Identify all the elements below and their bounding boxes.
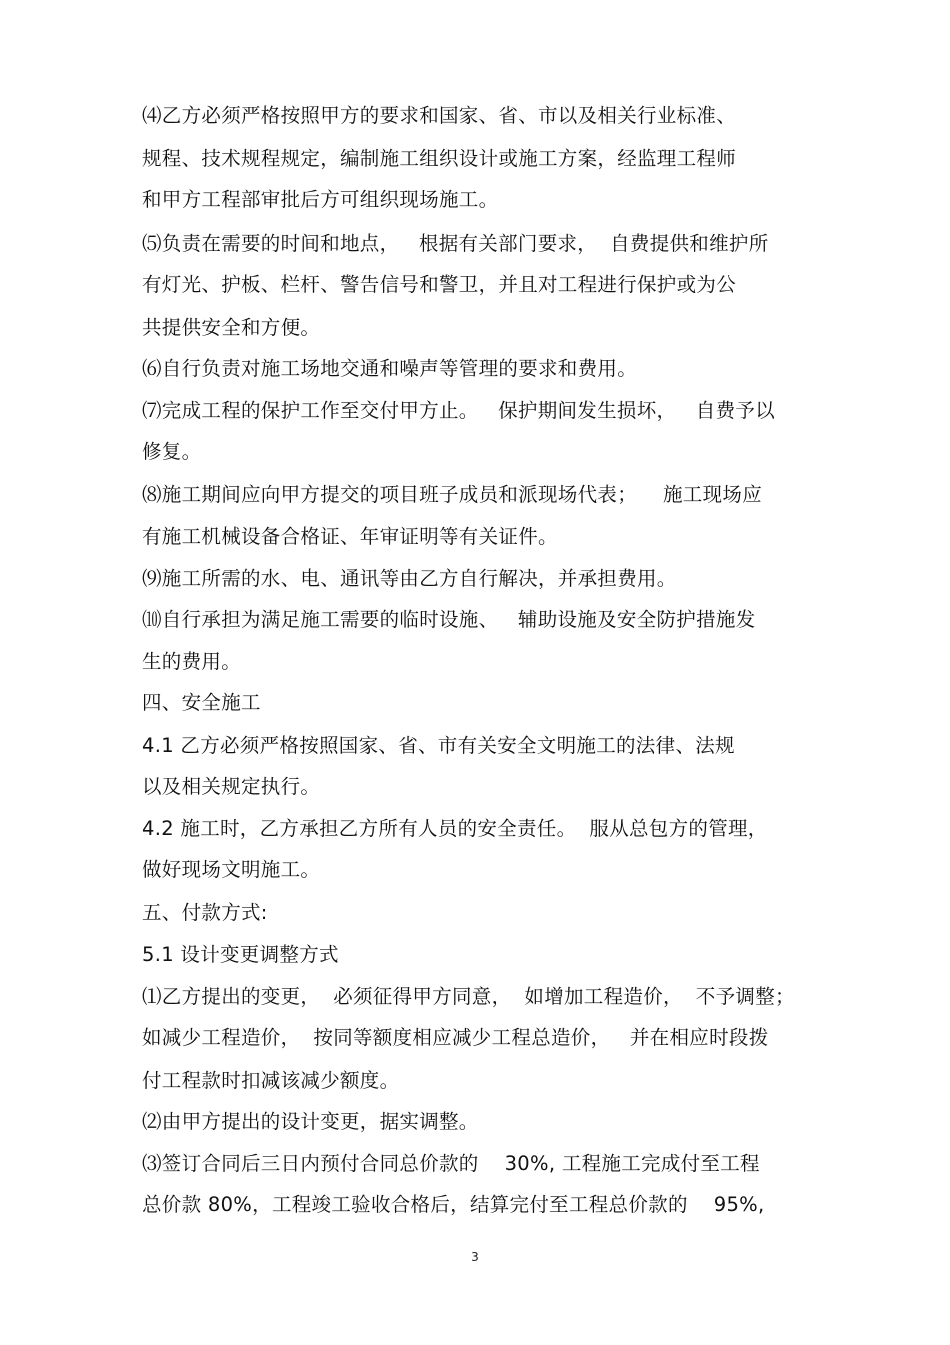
text-line: ⑵由甲方提出的设计变更，据实调整。 (142, 1110, 479, 1133)
text-line: 总价款 80%，工程竣工验收合格后，结算完付至工程总价款的 95%, (142, 1193, 765, 1216)
text-line: 做好现场文明施工。 (142, 858, 321, 881)
text-line: 有施工机械设备合格证、年审证明等有关证件。 (142, 525, 558, 548)
text-line: 4.2 施工时，乙方承担乙方所有人员的安全责任。 服从总包方的管理， (142, 817, 768, 840)
text-line: ⑻施工期间应向甲方提交的项目班子成员和派现场代表； 施工现场应 (142, 483, 762, 506)
subsection-heading: 5.1 设计变更调整方式 (142, 943, 339, 966)
text-line: 共提供安全和方便。 (142, 316, 321, 339)
text-line: ⑼施工所需的水、电、通讯等由乙方自行解决，并承担费用。 (142, 567, 677, 590)
text-line: 4.1 乙方必须严格按照国家、省、市有关安全文明施工的法律、法规 (142, 734, 735, 757)
text-line: 如减少工程造价， 按同等额度相应减少工程总造价， 并在相应时段拨 (142, 1026, 769, 1049)
text-line: 和甲方工程部审批后方可组织现场施工。 (142, 188, 499, 211)
text-line: ⑷乙方必须严格按照甲方的要求和国家、省、市以及相关行业标准、 (142, 104, 737, 127)
text-line: 规程、技术规程规定，编制施工组织设计或施工方案，经监理工程师 (142, 147, 737, 170)
text-line: 付工程款时扣减该减少额度。 (142, 1069, 400, 1092)
text-line: ⑶签订合同后三日内预付合同总价款的 30%, 工程施工完成付至工程 (142, 1152, 760, 1175)
section-heading: 五、付款方式: (142, 901, 268, 924)
text-line: ⑴乙方提出的变更， 必须征得甲方同意， 如增加工程造价， 不予调整； (142, 985, 795, 1008)
text-line: 修复。 (142, 440, 202, 463)
text-line: 有灯光、护板、栏杆、警告信号和警卫，并且对工程进行保护或为公 (142, 273, 737, 296)
text-line: ⑸负责在需要的时间和地点， 根据有关部门要求， 自费提供和维护所 (142, 232, 769, 255)
text-line: ⑹自行负责对施工场地交通和噪声等管理的要求和费用。 (142, 357, 638, 380)
text-line: ⑽自行承担为满足施工需要的临时设施、 辅助设施及安全防护措施发 (142, 608, 756, 631)
text-line: 以及相关规定执行。 (142, 775, 321, 798)
page-number: 3 (471, 1250, 479, 1264)
text-line: ⑺完成工程的保护工作至交付甲方止。 保护期间发生损坏， 自费予以 (142, 399, 775, 422)
section-heading: 四、安全施工 (142, 691, 261, 714)
text-line: 生的费用。 (142, 650, 242, 673)
